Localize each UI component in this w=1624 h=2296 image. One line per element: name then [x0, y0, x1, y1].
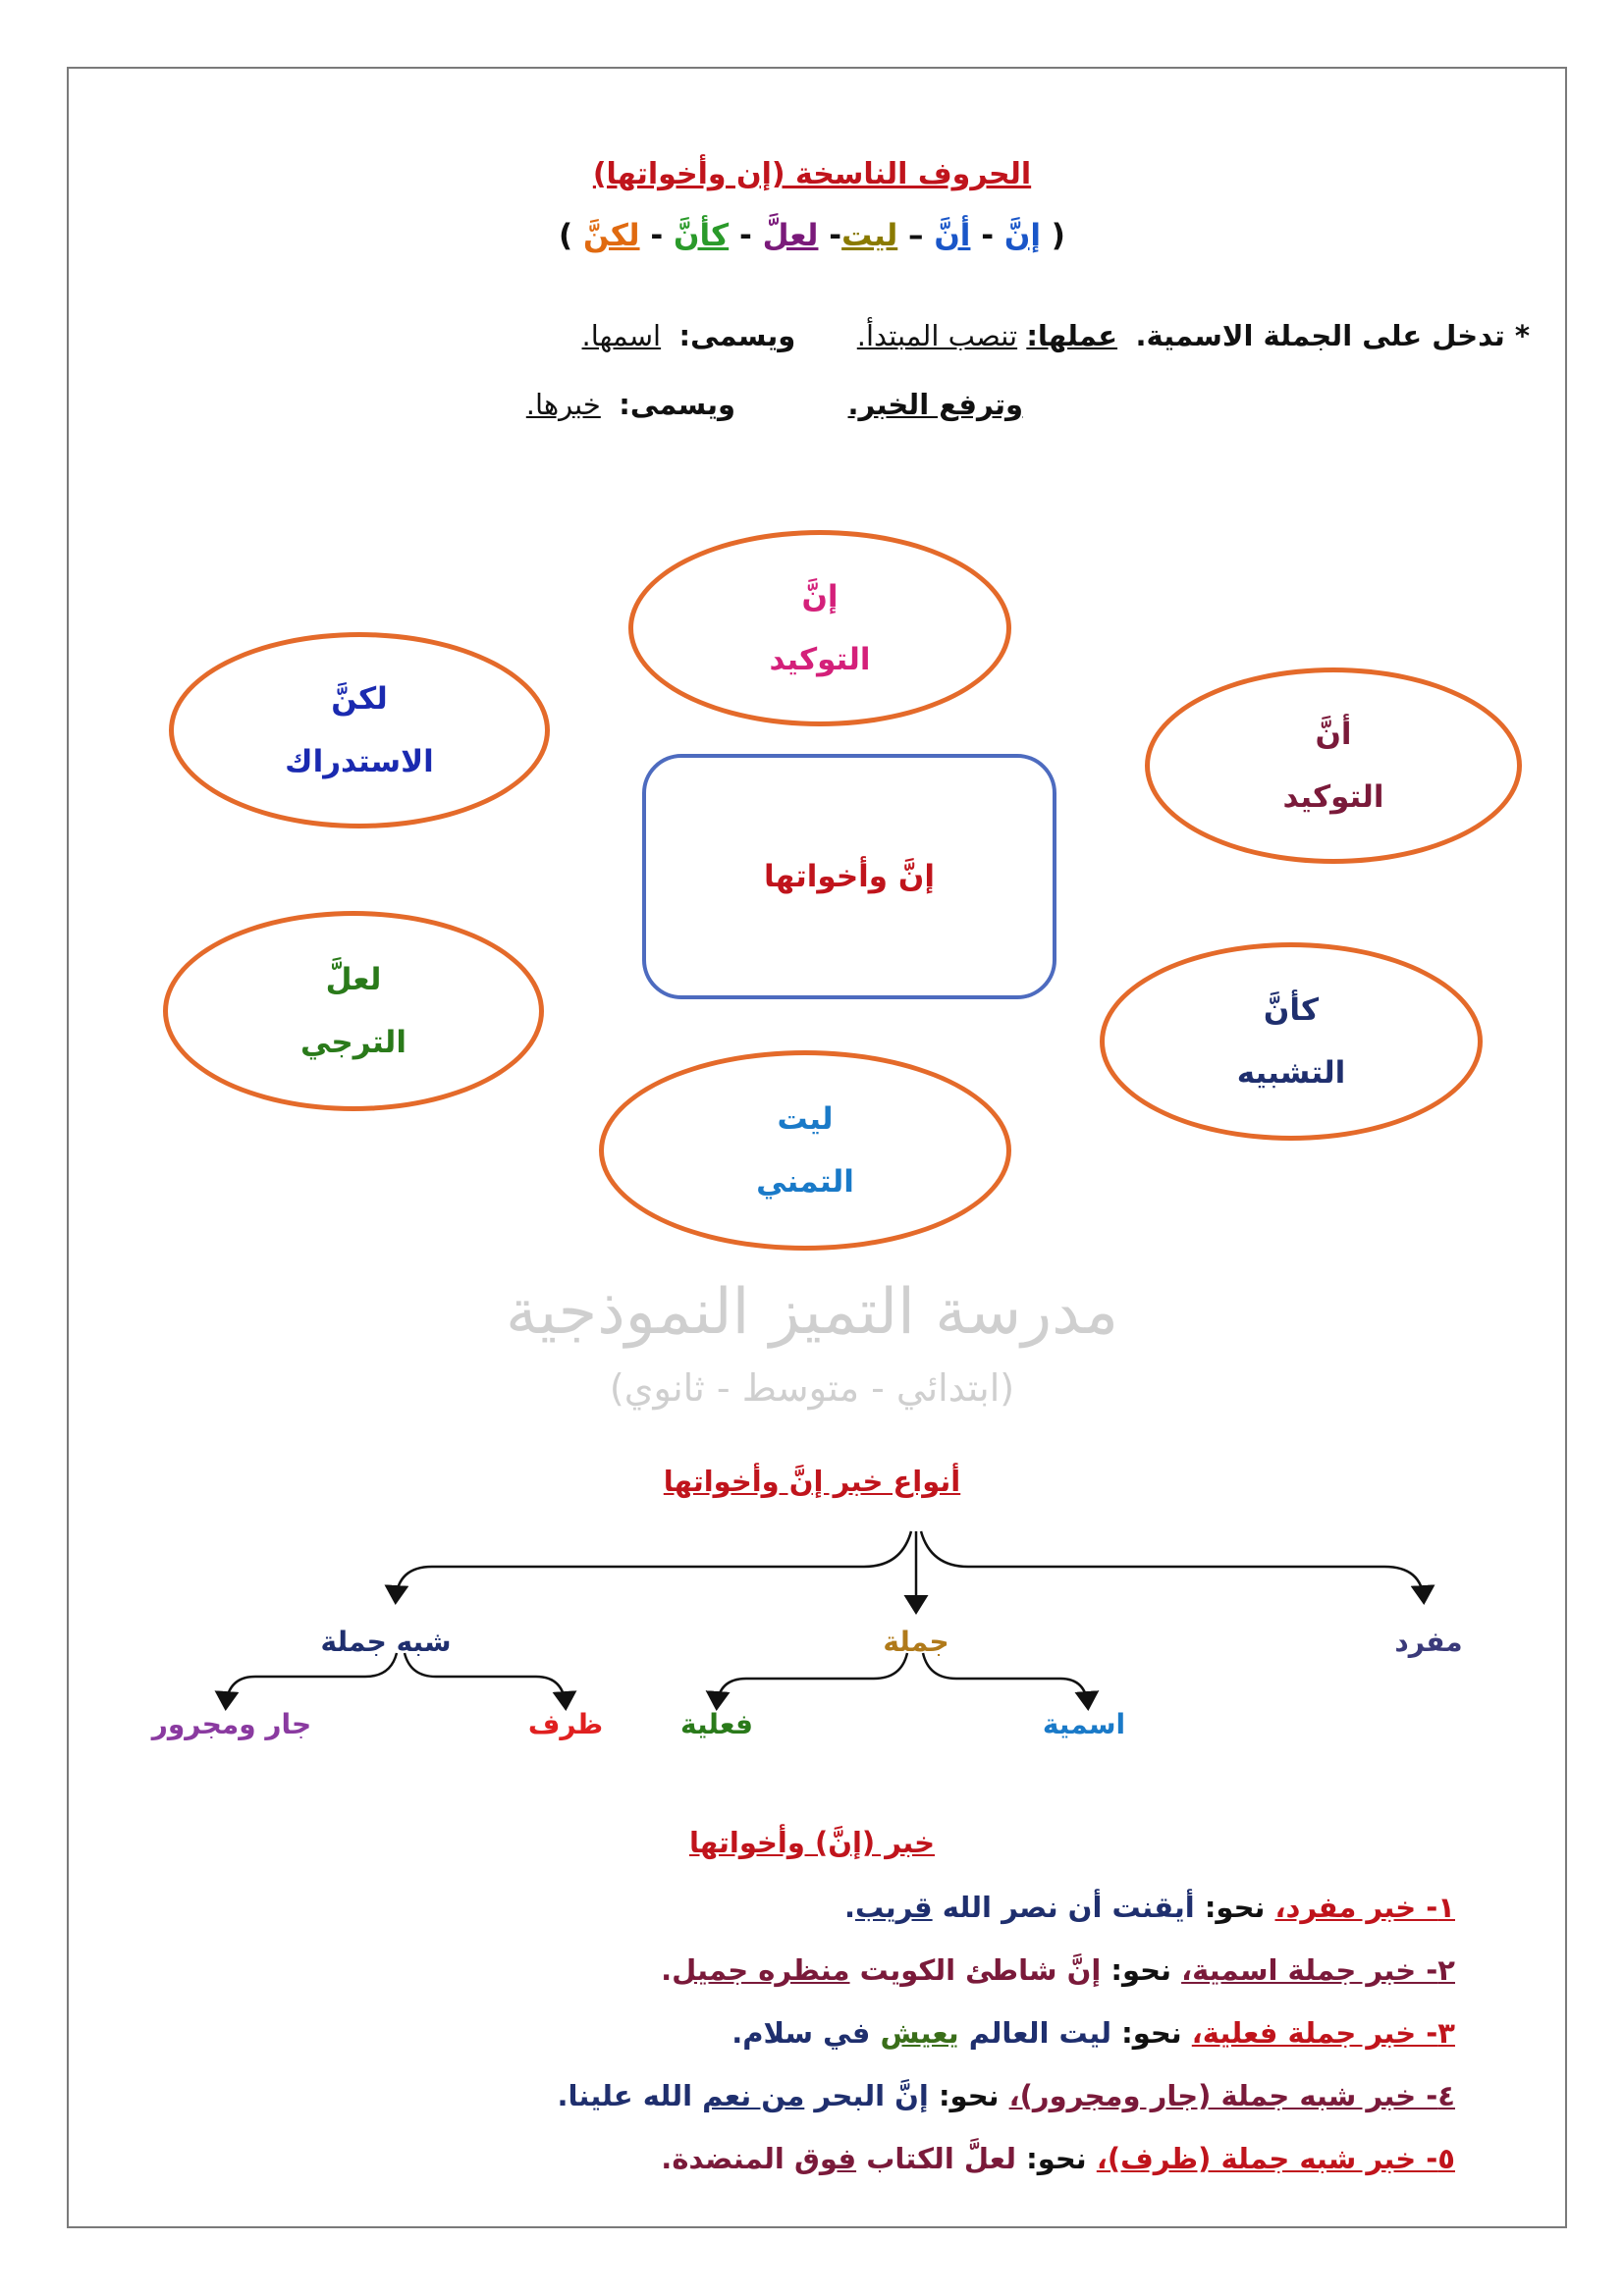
node-mufrad: مفرد — [1394, 1626, 1463, 1658]
example-label: ٣- خبر جملة فعلية، — [1191, 2016, 1455, 2050]
watermark-school-name: مدرسة التميز النموذجية — [506, 1276, 1118, 1349]
example-end: . — [661, 1953, 673, 1987]
example-label: ٢- خبر جملة اسمية، — [1181, 1953, 1455, 1987]
example-end: الله علينا. — [557, 2079, 693, 2112]
example-khabar: قريب — [855, 1891, 933, 1924]
example-label: ٥- خبر شبه جملة (ظرف)، — [1096, 2142, 1455, 2175]
oval-letter: لكنَّ — [331, 681, 388, 717]
work-value-1: تنصب المبتدأ. — [856, 319, 1018, 352]
node-zarf: ظرف — [527, 1708, 604, 1740]
letter-laalla: لعلَّ — [762, 218, 819, 253]
node-shibh-jumla: شبه جملة — [320, 1626, 452, 1658]
example-khabar: من نعم — [702, 2079, 805, 2112]
branch-to-mufrad — [921, 1531, 1424, 1600]
example-end: . — [843, 1891, 855, 1924]
oval-meaning: التشبيه — [1236, 1055, 1346, 1091]
node-jar-majrur: جار ومجرور — [151, 1708, 312, 1740]
letter-kaanna: كأنَّ — [674, 218, 730, 253]
types-title: أنواع خبر إنَّ وأخواتها — [663, 1465, 961, 1498]
branch-to-fiiliyya — [717, 1653, 907, 1706]
work-value-2: وترفع الخبر. — [847, 388, 1023, 421]
oval-letter: أنَّ — [1315, 717, 1352, 752]
example-khabar: منظره جميل — [672, 1953, 850, 1987]
example-1 — [844, 1891, 1455, 1924]
work-label: عملها: — [1026, 319, 1118, 352]
branch-to-zarf — [405, 1653, 566, 1706]
example-end: في سلام. — [731, 2016, 871, 2050]
intro-bullet: * تدخل على الجملة الاسمية. — [1135, 319, 1530, 352]
letter-layta: ليت — [841, 218, 898, 253]
called-value-2: خبرها. — [525, 388, 601, 421]
letter-lakinna: لكنَّ — [582, 218, 640, 253]
separator: - — [829, 218, 842, 253]
naho-label: نحو: — [1026, 2142, 1087, 2175]
separator: – — [908, 218, 924, 253]
example-sentence: إنَّ شاطئ الكويت — [859, 1953, 1102, 1987]
node-jumla: جملة — [883, 1626, 949, 1658]
close-paren: ) — [559, 218, 573, 253]
letter-anna: أنَّ — [934, 218, 971, 253]
naho-label: نحو: — [938, 2079, 1000, 2112]
oval-letter: ليت — [777, 1101, 834, 1137]
branch-to-zarf-jar — [226, 1653, 397, 1706]
branch-to-ismiyya — [923, 1653, 1088, 1706]
example-label: ١- خبر مفرد، — [1274, 1891, 1455, 1924]
oval-letter: كأنَّ — [1263, 992, 1320, 1028]
oval-meaning: التوكيد — [1282, 779, 1384, 815]
example-label: ٤- خبر شبه جملة (جار ومجرور)، — [1008, 2079, 1455, 2112]
examples-title: خبر (إنَّ) وأخواتها — [688, 1826, 936, 1859]
example-4 — [557, 2079, 1455, 2112]
example-end: المنضدة. — [661, 2142, 785, 2175]
naho-label: نحو: — [1110, 1953, 1171, 1987]
separator: - — [650, 218, 664, 253]
oval-letter: إنَّ — [801, 579, 839, 614]
oval-meaning: التمني — [756, 1164, 854, 1200]
example-5 — [661, 2142, 1455, 2175]
node-fiiliyya: فعلية — [680, 1708, 753, 1740]
example-sentence: لعلَّ الكتاب — [866, 2142, 1017, 2175]
watermark-levels: (ابتدائي - متوسط - ثانوي) — [609, 1366, 1015, 1410]
center-label: إنَّ وأخواتها — [764, 859, 935, 894]
oval-meaning: الترجي — [300, 1025, 406, 1060]
page-title: الحروف الناسخة (إن وأخواتها) — [592, 157, 1032, 191]
oval-meaning: التوكيد — [769, 642, 871, 677]
example-khabar: فوق — [793, 2142, 857, 2175]
oval-meaning: الاستدراك — [285, 744, 434, 779]
open-paren: ( — [1051, 218, 1065, 253]
node-ismiyya: اسمية — [1042, 1708, 1126, 1740]
oval-letter: لعلَّ — [325, 962, 382, 997]
separator: - — [738, 218, 752, 253]
example-sentence: إنَّ البحر — [814, 2079, 929, 2112]
naho-label: نحو: — [1121, 2016, 1182, 2050]
separator: - — [981, 218, 995, 253]
example-sentence: ليت العالم — [968, 2016, 1111, 2050]
branch-to-shibh — [396, 1531, 911, 1600]
example-3 — [731, 2016, 1455, 2050]
called-label-1: ويسمى: — [678, 319, 796, 352]
letter-inna: إنَّ — [1003, 218, 1041, 253]
called-label-2: ويسمى: — [619, 388, 736, 421]
example-2 — [661, 1953, 1455, 1987]
naho-label: نحو: — [1204, 1891, 1266, 1924]
example-sentence: أيقنت أن نصر الله — [942, 1891, 1195, 1924]
example-khabar: يعيش — [880, 2016, 959, 2050]
called-value-1: اسمها. — [581, 319, 662, 352]
